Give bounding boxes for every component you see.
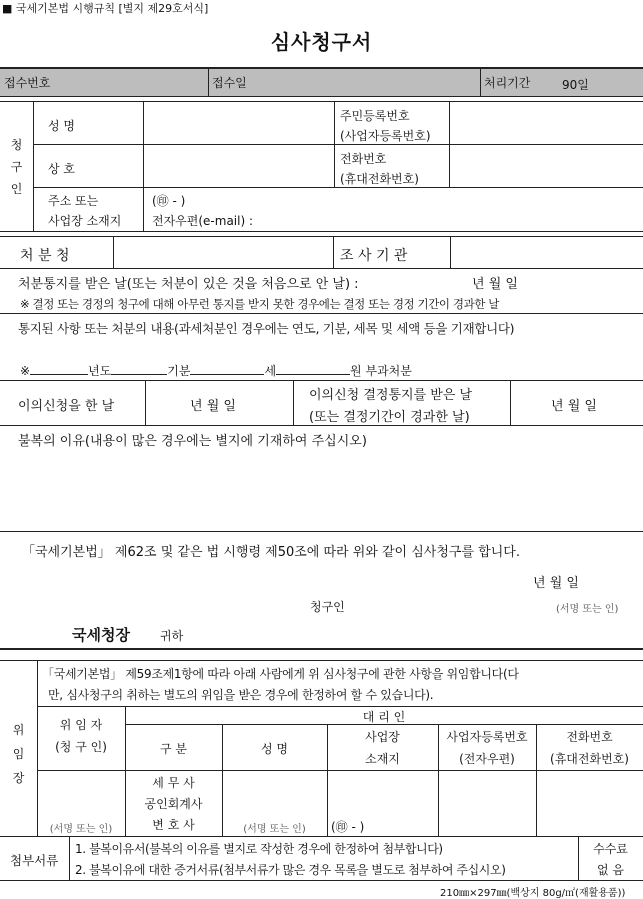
notice-date-note: ※ 결정 또는 경정의 청구에 대해 아무런 통지를 받지 못한 경우에는 결정 또는 경정 기간이 경과한 날 xyxy=(20,297,499,311)
col-phone-subheader: (휴대전화번호) xyxy=(550,752,629,766)
agent-postal-field[interactable]: (㊞ - ) xyxy=(331,820,365,834)
address-label-line2: 사업장 소재지 xyxy=(48,214,122,228)
col-address-header: 사업장 xyxy=(365,730,400,744)
col-business-header: 사업자등록번호 xyxy=(446,730,528,744)
disposition-content-label: 통지된 사항 또는 처분의 내용(과세처분인 경우에는 연도, 기분, 세목 및 세액 등을 기재합니다) xyxy=(18,321,515,336)
objection-filed-date-label: 이의신청을 한 날 xyxy=(18,399,115,414)
form-reference: ■ 국세기본법 시행규칙 [별지 제29호서식] xyxy=(2,2,209,15)
attachment-item-1: 1. 불복이유서(불복의 이유를 별지로 작성한 경우에 한정하여 첨부합니다) xyxy=(75,842,443,856)
processing-period-value: 90일 xyxy=(562,78,589,92)
disposition-agency-field[interactable] xyxy=(114,237,332,267)
disposition-agency-label: 처 분 청 xyxy=(20,248,70,264)
agent-type-cpa[interactable]: 공인회계사 xyxy=(144,797,203,811)
objection-filed-date-value[interactable]: 년 월 일 xyxy=(190,399,236,414)
processing-period-label: 처리기간 xyxy=(484,76,531,90)
resident-number-field[interactable] xyxy=(450,102,642,143)
phone-field[interactable] xyxy=(450,145,642,186)
phone-label: 전화번호 xyxy=(340,152,387,166)
col-address-subheader: 소재지 xyxy=(365,752,400,766)
agent-signature-field[interactable]: (서명 또는 인) xyxy=(243,824,306,835)
delegator-sublabel: (청 구 인) xyxy=(55,740,107,754)
agent-type-lawyer[interactable]: 변 호 사 xyxy=(152,818,195,832)
notice-date-label: 처분통지를 받은 날(또는 처분이 있은 것을 처음으로 안 날) : xyxy=(18,277,359,292)
claimant-name-field[interactable] xyxy=(144,102,333,143)
claimant-signature-field[interactable]: (서명 또는 인) xyxy=(556,604,619,615)
disposition-fill-line[interactable]: ※ 년도 기분 세 원 부과처분 xyxy=(20,364,412,378)
address-label-line1: 주소 또는 xyxy=(48,194,99,208)
delegator-signature-field[interactable]: (서명 또는 인) xyxy=(49,824,113,835)
fee-label: 수수료 xyxy=(593,842,628,856)
investigation-agency-label: 조 사 기 관 xyxy=(340,248,408,264)
col-name-header: 성 명 xyxy=(261,742,288,756)
reason-textarea[interactable] xyxy=(0,450,643,530)
addressee: 국세청장 xyxy=(72,626,130,644)
objection-decision-value[interactable]: 년 월 일 xyxy=(551,399,597,414)
col-type-header: 구 분 xyxy=(160,742,187,756)
attachment-item-2: 2. 불복이유에 대한 증거서류(첨부서류가 많은 경우 목록을 별도로 첨부하여 주십시오) xyxy=(75,863,506,877)
claimant-signature-label: 청구인 xyxy=(310,600,345,614)
delegation-text-line2: 만, 심사청구의 취하는 별도의 위임을 받은 경우에 한정하여 할 수 있습니다). xyxy=(48,688,434,702)
claimant-name-label: 성 명 xyxy=(48,119,75,133)
receipt-row xyxy=(0,68,643,96)
postal-code-field[interactable]: (㊞ - ) xyxy=(152,194,186,208)
company-name-field[interactable] xyxy=(144,145,333,186)
delegation-section-label: 위 임 장 xyxy=(12,723,25,785)
receipt-date-label: 접수일 xyxy=(212,76,247,90)
objection-decision-label: 이의신청 결정통지를 받은 날 xyxy=(309,388,473,403)
resident-number-label: 주민등록번호 xyxy=(340,109,410,123)
declaration-date[interactable]: 년 월 일 xyxy=(533,576,579,591)
agent-header: 대 리 인 xyxy=(362,710,406,724)
fee-value: 없 음 xyxy=(597,863,624,877)
receipt-number-label: 접수번호 xyxy=(4,76,51,90)
col-phone-header: 전화번호 xyxy=(566,730,613,744)
agent-type-tax-accountant[interactable]: 세 무 사 xyxy=(152,776,195,790)
reason-label: 불복의 이유(내용이 많은 경우에는 별지에 기재하여 주십시오) xyxy=(18,434,367,449)
company-name-label: 상 호 xyxy=(48,162,75,176)
delegator-label: 위 임 자 xyxy=(59,718,103,732)
objection-decision-sublabel: (또는 결정기간이 경과한 날) xyxy=(309,410,470,425)
paper-spec: 210㎜×297㎜(백상지 80g/㎡(재활용품)) xyxy=(440,888,626,899)
business-number-label: (사업자등록번호) xyxy=(340,129,431,143)
mobile-label: (휴대전화번호) xyxy=(340,172,419,186)
claimant-section-label: 청 구 인 xyxy=(10,138,23,196)
declaration-text: 「국세기본법」 제62조 및 같은 법 시행령 제50조에 따라 위와 같이 심사청구를 합니다. xyxy=(22,545,520,560)
page-title: 심사청구서 xyxy=(270,30,373,54)
col-business-subheader: (전자우편) xyxy=(459,752,515,766)
delegation-text-line1: 「국세기본법」 제59조제1항에 따라 아래 사람에게 위 심사청구에 관한 사항을 위임합니다(다 xyxy=(42,667,519,681)
attachments-label: 첨부서류 xyxy=(10,853,59,868)
email-field[interactable]: 전자우편(e-mail) : xyxy=(152,214,254,228)
investigation-agency-field[interactable] xyxy=(451,237,642,267)
addressee-honorific: 귀하 xyxy=(160,629,184,643)
notice-date-value[interactable]: 년 월 일 xyxy=(472,277,518,292)
